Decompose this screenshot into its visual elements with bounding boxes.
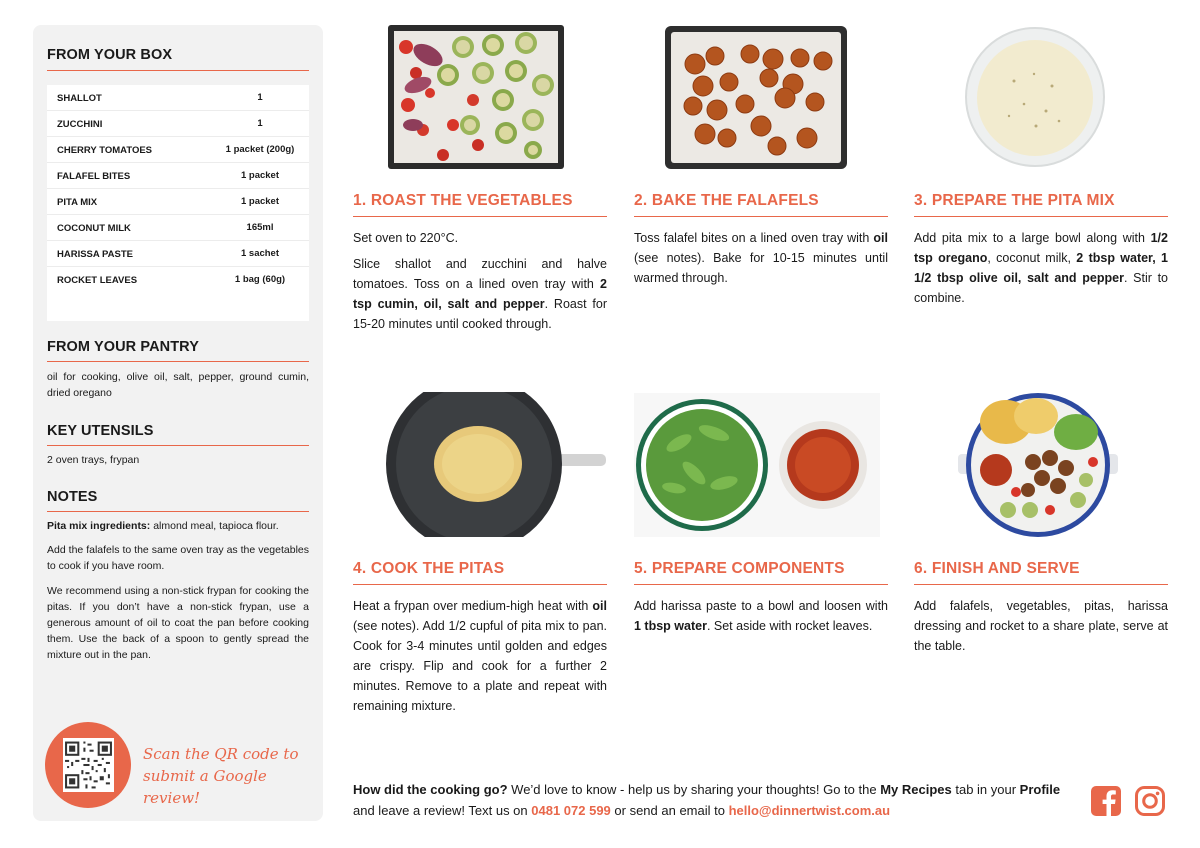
utensils-title: KEY UTENSILS [47,423,154,439]
step-1-p1: Set oven to 220°C. [353,231,459,245]
email-link[interactable]: hello@dinnertwist.com.au [728,803,891,818]
step-3-title: 3. PREPARE THE PITA MIX [914,192,1115,209]
ingredient-qty: 1 packet [240,170,280,181]
step-3-body [914,228,1168,314]
step-4-text: (see notes). Add 1/2 cupful of pita mix to pan. Cook for 3-4 minutes until golden and edges are crispy. Flip and cook for a further 2 minutes. Remove to a plate and repeat with remaining mixture. [353,619,607,713]
table-row [47,137,309,163]
step-6-body [914,596,1168,662]
baked-falafels-photo [665,26,847,169]
phone-link[interactable]: 0481 072 599 [531,803,611,818]
step-2-body [634,228,888,294]
note-1-bold: Pita mix ingredients: [47,520,151,532]
ingredient-qty: 165ml [246,222,274,233]
table-row [47,85,309,111]
ingredient-name: CHERRY TOMATOES [57,145,153,156]
step-4-text: Heat a frypan over medium-high heat with [353,599,593,613]
footer-message [353,779,1073,821]
note-2: Add the falafels to the same oven tray as the vegetables to cook if you have room. [47,544,309,572]
divider [353,216,607,217]
step-5-bold: 1 tbsp water [634,619,707,633]
divider [47,70,309,71]
ingredient-qty: 1 packet (200g) [225,144,295,155]
ingredient-qty: 1 sachet [240,248,280,259]
ingredient-name: SHALLOT [57,93,102,104]
ingredient-name: ROCKET LEAVES [57,275,138,286]
step-1-title: 1. ROAST THE VEGETABLES [353,192,573,209]
divider [914,584,1168,585]
step-5-text: . Set aside with rocket leaves. [706,619,873,633]
step-5-text: Add harissa paste to a bowl and loosen with [634,599,888,613]
table-row [47,163,309,189]
step-5-title: 5. PREPARE COMPONENTS [634,560,845,577]
step-2-text: (see notes). Bake for 10-15 minutes until warmed through. [634,251,888,285]
ingredient-qty: 1 [257,118,263,129]
ingredients-table [47,85,309,321]
divider [353,584,607,585]
step-5-p1 [634,596,888,636]
my-recipes-link[interactable]: My Recipes [880,782,952,797]
step-1-body [353,228,607,340]
table-row [47,215,309,241]
finished-plate-photo [958,392,1118,538]
ingredient-name: ZUCCHINI [57,119,103,130]
ingredient-name: COCONUT MILK [57,223,131,234]
table-row [47,189,309,215]
from-box-title: FROM YOUR BOX [47,47,173,63]
qr-code-icon[interactable] [63,738,114,792]
profile-link[interactable]: Profile [1019,782,1061,797]
step-3-text: , coconut milk, [987,251,1077,265]
step-3-bold: 2 tbsp water, 1 1/2 tbsp olive oil, salt and pepper [914,251,1168,285]
roasted-vegetables-photo [388,25,564,169]
divider [634,216,888,217]
ingredient-qty: 1 [257,92,263,103]
step-3-text: Add pita mix to a large bowl along with [914,231,1151,245]
step-1-bold: 2 tsp cumin, oil, salt and pepper [353,277,607,311]
qr-caption-line2: submit a Google review! [143,767,267,807]
qr-caption-line1: Scan the QR code to [143,745,299,763]
ingredient-name: PITA MIX [57,197,98,208]
pantry-title: FROM YOUR PANTRY [47,339,199,355]
step-4-title: 4. COOK THE PITAS [353,560,505,577]
footer-text: or send an email to [610,803,729,818]
components-photo [634,393,880,537]
footer-text: tab in your [951,782,1020,797]
step-2-title: 2. BAKE THE FALAFELS [634,192,819,209]
divider [47,445,309,446]
instagram-icon[interactable] [1134,785,1166,817]
footer-text: and leave a review! Text us on [353,803,532,818]
step-5-body [634,596,888,642]
step-4-p1 [353,596,607,716]
step-2-bold: oil [873,231,888,245]
table-row [47,111,309,137]
step-4-bold: oil [592,599,607,613]
frypan-pita-photo [384,392,606,537]
sidebar [33,25,323,821]
step-6-title: 6. FINISH AND SERVE [914,560,1080,577]
step-6-p1: Add falafels, vegetables, pitas, harissa dressing and rocket to a share plate, serve at the table. [914,599,1168,653]
divider [47,511,309,512]
footer-question: How did the cooking go? [353,782,508,797]
step-1-text: Slice shallot and zucchini and halve tomatoes. Toss on a lined oven tray with [353,257,607,291]
step-3-bold: 1/2 tsp oregano [914,231,1168,265]
ingredient-name: HARISSA PASTE [57,249,134,260]
note-1 [47,518,309,534]
notes-title: NOTES [47,489,98,505]
step-3-p1 [914,228,1168,308]
divider [914,216,1168,217]
step-2-text: Toss falafel bites on a lined oven tray with [634,231,874,245]
qr-caption [143,743,313,809]
facebook-icon[interactable] [1090,785,1122,817]
note-3: We recommend using a non-stick frypan for cooking the pitas. If you don’t have a non-stick frypan, use a generous amount of oil to coat the pan before cooking them. Use the back of a spoon to gently spread the mixture out in the pan. [47,585,309,661]
step-4-body [353,596,607,722]
footer-text: We’d love to know - help us by sharing your thoughts! Go to the [507,782,881,797]
table-row [47,267,309,293]
step-2-p1 [634,228,888,288]
step-3-text: . Stir to combine. [914,271,1169,305]
utensils-text: 2 oven trays, frypan [47,454,140,466]
ingredient-qty: 1 bag (60g) [234,274,286,285]
ingredient-qty: 1 packet [240,196,280,207]
pantry-text: oil for cooking, olive oil, salt, pepper, ground cumin, dried oregano [47,371,309,399]
ingredient-name: FALAFEL BITES [57,171,131,182]
table-row [47,241,309,267]
note-1-rest: almond meal, tapioca flour. [150,520,279,532]
divider [47,361,309,362]
divider [634,584,888,585]
qr-badge[interactable] [45,722,131,808]
pita-mix-bowl-photo [964,26,1106,169]
step-1-p2 [353,254,607,334]
step-1-text: . Roast for 15-20 minutes until cooked through. [353,297,607,331]
